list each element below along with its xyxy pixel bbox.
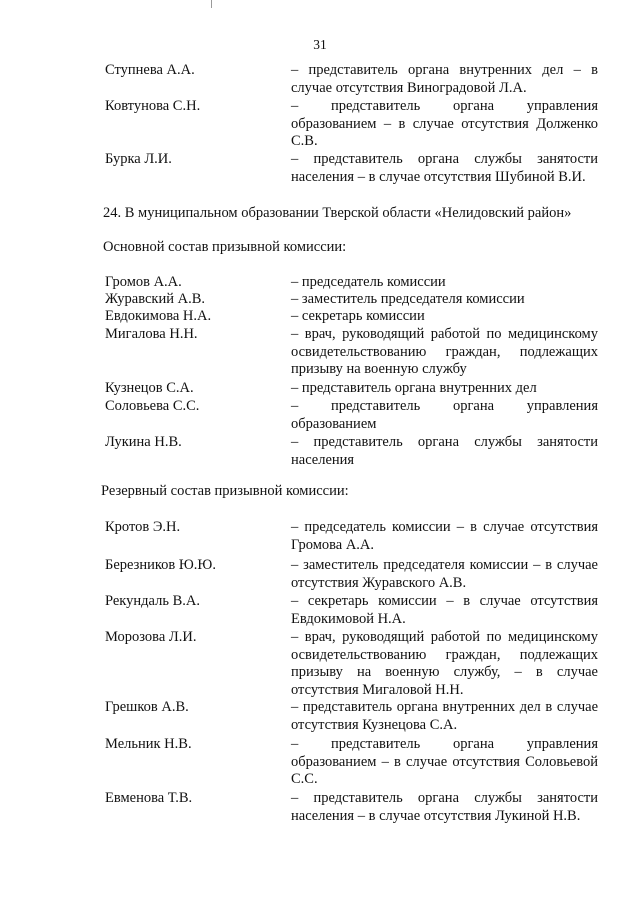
member-name: Журавский А.В. — [105, 291, 205, 307]
member-name: Соловьева С.С. — [105, 398, 200, 414]
member-name: Громов А.А. — [105, 274, 182, 290]
member-entry — [105, 62, 598, 97]
member-name: Мигалова Н.Н. — [105, 326, 198, 342]
member-entry — [105, 308, 598, 326]
member-name: Лукина Н.В. — [105, 434, 182, 450]
member-role: – представитель органа службы занятости населения — [291, 434, 598, 468]
member-entry — [105, 398, 598, 433]
member-name: Морозова Л.И. — [105, 629, 197, 645]
member-role: – представитель органа управления образованием – в случае отсутствия Соловьевой С.С. — [291, 736, 598, 787]
member-entry — [105, 519, 598, 554]
member-name: Мельник Н.В. — [105, 736, 192, 752]
member-name: Бурка Л.И. — [105, 151, 172, 167]
member-entry — [105, 699, 598, 734]
member-entry — [105, 291, 598, 309]
member-entry — [105, 380, 598, 398]
page-number: 31 — [313, 37, 327, 52]
member-role: – врач, руководящий работой по медицинскому освидетельствованию граждан, подлежащих призыву на военную службу, – в случае отсутствия Мигаловой Н.Н. — [291, 629, 598, 698]
member-name: Ковтунова С.Н. — [105, 98, 201, 114]
member-entry — [105, 736, 598, 789]
member-name: Кузнецов С.А. — [105, 380, 194, 396]
member-entry — [105, 151, 598, 186]
member-role: – представитель органа службы занятости населения – в случае отсутствия Шубиной В.И. — [291, 151, 598, 185]
member-role: – представитель органа управления образованием — [291, 398, 598, 432]
member-entry — [105, 593, 598, 628]
member-entry — [105, 98, 598, 151]
section-title: 24. В муниципальном образовании Тверской области «Нелидовский район» — [103, 205, 572, 221]
member-role: – председатель комиссии — [291, 274, 446, 290]
member-entry — [105, 629, 598, 699]
member-name: Ступнева А.А. — [105, 62, 195, 78]
member-entry — [105, 434, 598, 469]
member-entry — [105, 557, 598, 592]
member-name: Евменова Т.В. — [105, 790, 193, 806]
member-name: Евдокимова Н.А. — [105, 308, 212, 324]
member-role: – заместитель председателя комиссии — [291, 291, 525, 307]
main-composition-heading: Основной состав призывной комиссии: — [103, 239, 347, 255]
member-role: – заместитель председателя комиссии – в случае отсутствия Журавского А.В. — [291, 557, 598, 591]
reserve-composition-heading: Резервный состав призывной комиссии: — [101, 483, 349, 499]
member-name: Кротов Э.Н. — [105, 519, 181, 535]
member-role: – секретарь комиссии — [291, 308, 425, 324]
member-role: – представитель органа службы занятости населения – в случае отсутствия Лукиной Н.В. — [291, 790, 598, 824]
member-name: Рекундаль В.А. — [105, 593, 200, 609]
member-role: – представитель органа внутренних дел — [291, 380, 537, 396]
member-role: – врач, руководящий работой по медицинскому освидетельствованию граждан, подлежащих призыву на военную службу — [291, 326, 598, 377]
member-role: – председатель комиссии – в случае отсутствия Громова А.А. — [291, 519, 598, 553]
member-entry — [105, 274, 598, 292]
member-name: Грешков А.В. — [105, 699, 189, 715]
member-role: – представитель органа управления образованием – в случае отсутствия Долженко С.В. — [291, 98, 598, 149]
scan-mark — [211, 0, 212, 8]
member-role: – секретарь комиссии – в случае отсутствия Евдокимовой Н.А. — [291, 593, 598, 627]
member-name: Березников Ю.Ю. — [105, 557, 216, 573]
member-entry — [105, 326, 598, 379]
member-role: – представитель органа внутренних дел – в случае отсутствия Виноградовой Л.А. — [291, 62, 598, 96]
member-entry — [105, 790, 598, 825]
member-role: – представитель органа внутренних дел в случае отсутствия Кузнецова С.А. — [291, 699, 598, 733]
